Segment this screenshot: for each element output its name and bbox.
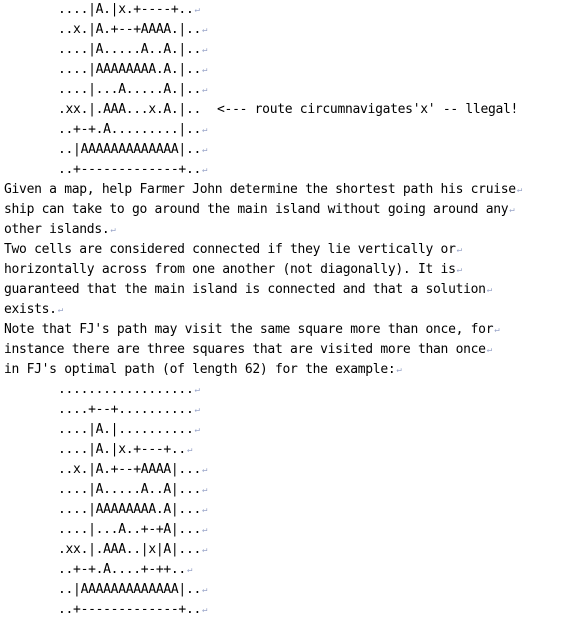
top-map-row: ..x.|A.+--+AAAA.|..↵ (0, 20, 565, 40)
return-mark-icon: ↵ (194, 405, 200, 415)
return-mark-icon: ↵ (202, 505, 208, 515)
top-map-row: ....|AAAAAAAA.A.|..↵ (0, 60, 565, 80)
bottom-map-row: ....|A.....A..A|...↵ (0, 480, 565, 500)
paragraph-line: Note that FJ's path may visit the same square more than once, for↵ (0, 320, 565, 340)
return-mark-icon: ↵ (516, 185, 522, 195)
return-mark-icon: ↵ (202, 525, 208, 535)
paragraph-line: instance there are three squares that are visited more than once↵ (0, 340, 565, 360)
paragraph-line: horizontally across from one another (not diagonally). It is↵ (0, 260, 565, 280)
return-mark-icon: ↵ (202, 85, 208, 95)
top-map-row: ....|A.|x.+----+..↵ (0, 0, 565, 20)
top-map-row: .xx.|.AAA...x.A.|.. <--- route circumnavigates'x' -- llegal! (0, 100, 565, 120)
bottom-map-row: ....|A.|..........↵ (0, 420, 565, 440)
return-mark-icon: ↵ (202, 605, 208, 615)
bottom-map-row: ....|A.|x.+---+..↵ (0, 440, 565, 460)
top-map-row: ..+-------------+..↵ (0, 160, 565, 180)
top-map-row: ....|A.....A..A.|..↵ (0, 40, 565, 60)
top-map-row: ..|AAAAAAAAAAAAA|..↵ (0, 140, 565, 160)
bottom-map-row: ....+--+..........↵ (0, 400, 565, 420)
return-mark-icon: ↵ (486, 345, 492, 355)
return-mark-icon: ↵ (494, 325, 500, 335)
return-mark-icon: ↵ (194, 425, 200, 435)
return-mark-icon: ↵ (202, 465, 208, 475)
illegal-route-note: <--- route circumnavigates'x' -- llegal! (217, 102, 519, 117)
return-mark-icon: ↵ (456, 245, 462, 255)
paragraph-line: ship can take to go around the main island without going around any↵ (0, 200, 565, 220)
return-mark-icon: ↵ (509, 205, 515, 215)
return-mark-icon: ↵ (486, 285, 492, 295)
bottom-map-row: ..+-------------+..↵ (0, 600, 565, 620)
return-mark-icon: ↵ (202, 125, 208, 135)
bottom-map-row: ..|AAAAAAAAAAAAA|..↵ (0, 580, 565, 600)
bottom-map-row: ..+-+.A....+-++..↵ (0, 560, 565, 580)
bottom-map-row: ..x.|A.+--+AAAA|...↵ (0, 460, 565, 480)
paragraph-line: Two cells are considered connected if they lie vertically or↵ (0, 240, 565, 260)
return-mark-icon: ↵ (186, 565, 193, 575)
bottom-map-row: ....|AAAAAAAA.A|...↵ (0, 500, 565, 520)
paragraph-line: other islands.↵ (0, 220, 565, 240)
top-map-row: ..+-+.A.........|..↵ (0, 120, 565, 140)
bottom-map-row: ....|...A..+-+A|...↵ (0, 520, 565, 540)
return-mark-icon: ↵ (110, 225, 116, 235)
paragraph-line: exists.↵ (0, 300, 565, 320)
return-mark-icon: ↵ (456, 265, 462, 275)
return-mark-icon: ↵ (186, 445, 193, 455)
return-mark-icon: ↵ (194, 385, 200, 395)
return-mark-icon: ↵ (57, 305, 63, 315)
return-mark-icon: ↵ (202, 585, 208, 595)
return-mark-icon: ↵ (202, 545, 208, 555)
return-mark-icon: ↵ (202, 65, 208, 75)
return-mark-icon: ↵ (202, 25, 208, 35)
return-mark-icon: ↵ (396, 365, 402, 375)
paragraph-line: guaranteed that the main island is connected and that a solution↵ (0, 280, 565, 300)
return-mark-icon: ↵ (202, 485, 208, 495)
return-mark-icon: ↵ (202, 165, 208, 175)
return-mark-icon: ↵ (194, 5, 200, 15)
return-mark-icon: ↵ (202, 145, 208, 155)
bottom-map-row: .xx.|.AAA..|x|A|...↵ (0, 540, 565, 560)
paragraph-line: in FJ's optimal path (of length 62) for the example:↵ (0, 360, 565, 380)
top-map-row: ....|...A.....A.|..↵ (0, 80, 565, 100)
bottom-map-row: ..................↵ (0, 380, 565, 400)
paragraph-line: Given a map, help Farmer John determine the shortest path his cruise↵ (0, 180, 565, 200)
return-mark-icon: ↵ (202, 45, 208, 55)
